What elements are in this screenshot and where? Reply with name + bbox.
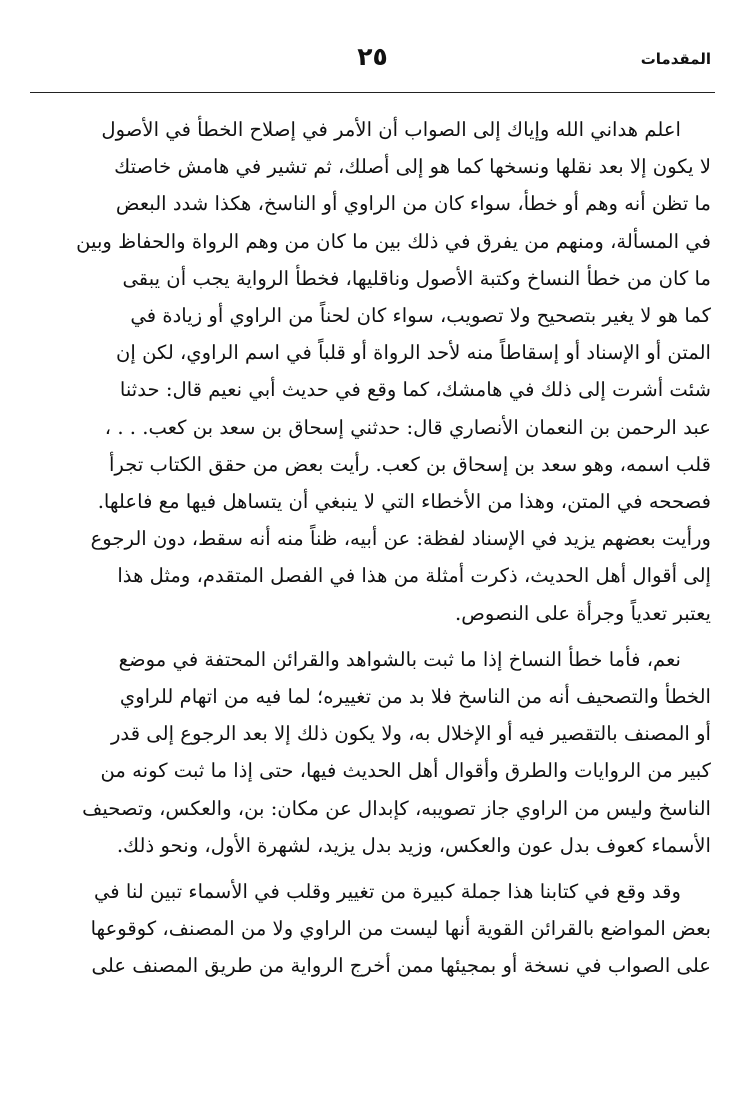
- text-line: كبير من الروايات والطرق وأقوال أهل الحديث فيها، حتى إذا ما ثبت كونه من: [100, 759, 711, 783]
- text-line: الخطأ والتصحيف أنه من الناسخ فلا بد من تغييره؛ لما فيه من اتهام للراوي: [119, 685, 711, 709]
- text-line: شئت أشرت إلى ذلك في هامشك، كما وقع في حديث أبي نعيم قال: حدثنا: [119, 378, 711, 402]
- text-line: الأسماء كعوف بدل عون والعكس، وزيد بدل يزيد، لشهرة الأول، ونحو ذلك.: [116, 833, 711, 857]
- text-line: ما كان من خطأ النساخ وكتبة الأصول وناقليها، فخطأ الرواية يجب أن يبقى: [122, 266, 711, 290]
- page-header: [30, 0, 715, 93]
- text-line: لا يكون إلا بعد نقلها ونسخها كما هو إلى أصلك، ثم تشير في هامش خاصتك: [114, 155, 711, 179]
- body-text: [34, 111, 711, 985]
- text-line: على الصواب في نسخة أو بمجيئها ممن أخرج الرواية من طريق المصنف على: [91, 954, 711, 978]
- text-line: قلب اسمه، وهو سعد بن إسحاق بن كعب. رأيت بعض من حقق الكتاب تجرأ: [108, 452, 711, 476]
- text-line: ما تظن أنه وهم أو خطأ، سواء كان من الراوي أو الناسخ، هكذا شدد البعض: [115, 192, 711, 216]
- text-line: المتن أو الإسناد أو إسقاطاً منه لأحد الرواة أو قلباً في اسم الراوي، لكن إن: [116, 341, 711, 365]
- text-line: أو المصنف بالتقصير فيه أو الإخلال به، ولا يكون ذلك إلا بعد الرجوع إلى قدر: [110, 722, 711, 746]
- paragraph-3: [34, 873, 711, 985]
- text-line: ورأيت بعضهم يزيد في الإسناد لفظة: عن أبيه، ظناً منه أنه سقط، دون الرجوع: [90, 527, 711, 551]
- text-line: الناسخ وليس من الراوي جاز تصويبه، كإبدال عن مكان: بن، والعكس، وتصحيف: [82, 796, 711, 820]
- page-number: ٢٥: [357, 42, 388, 71]
- text-line: فصححه في المتن، وهذا من الأخطاء التي لا ينبغي أن يتساهل فيها مع فاعلها.: [97, 490, 711, 514]
- text-line: عبد الرحمن بن النعمان الأنصاري قال: حدثني إسحاق بن سعد بن كعب. . . ،: [104, 415, 711, 439]
- text-line: اعلم هداني الله وإياك إلى الصواب أن الأمر في إصلاح الخطأ في الأصول: [101, 118, 681, 141]
- text-line: نعم، فأما خطأ النساخ إذا ما ثبت بالشواهد والقرائن المحتفة في موضع: [118, 647, 681, 671]
- text-line: في المسألة، ومنهم من يفرق في ذلك بين ما كان من وهم الرواة والحفاظ وبين: [76, 229, 711, 253]
- paragraph-1: [34, 111, 711, 632]
- paragraph-2: [34, 641, 711, 864]
- text-line: يعتبر تعدياً وجرأة على النصوص.: [454, 601, 711, 625]
- running-title: المقدمات: [640, 50, 711, 68]
- text-line: كما هو لا يغير بتصحيح ولا تصويب، سواء كان لحناً من الراوي أو زيادة في: [130, 304, 711, 328]
- text-line: وقد وقع في كتابنا هذا جملة كبيرة من تغيير وقلب في الأسماء تبين لنا في: [93, 880, 681, 904]
- text-line: إلى أقوال أهل الحديث، ذكرت أمثلة من هذا في الفصل المتقدم، ومثل هذا: [117, 564, 711, 588]
- text-line: بعض المواضع بالقرائن القوية أنها ليست من الراوي ولا من المصنف، كوقوعها: [90, 917, 711, 941]
